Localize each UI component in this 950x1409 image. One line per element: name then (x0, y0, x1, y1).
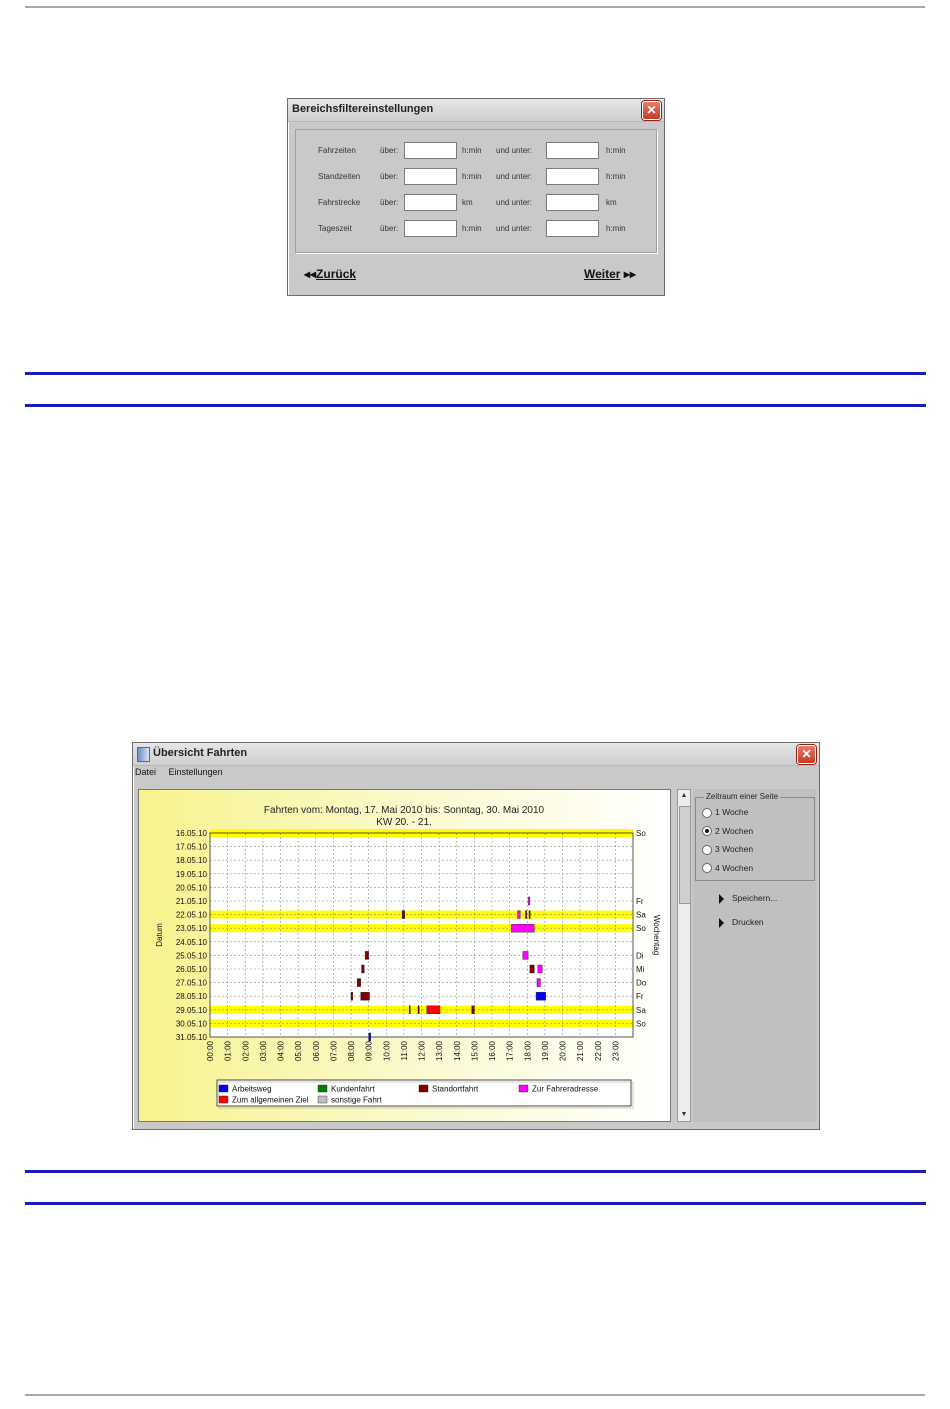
legend-label: Zur Fahreradresse (532, 1084, 599, 1094)
zeitraum-label: Zeitraum einer Seite (706, 792, 779, 801)
unit-label: h:min (606, 146, 626, 155)
trip-bar (351, 992, 353, 1000)
time-tick-label: 01:00 (223, 1041, 233, 1062)
save-button[interactable] (719, 893, 777, 904)
min-value-field[interactable] (404, 194, 457, 211)
weekday-label: Fr (636, 897, 644, 906)
time-tick-label: 20:00 (558, 1041, 568, 1062)
date-tick-label: 19.05.10 (175, 869, 207, 879)
under-label: und unter: (496, 198, 533, 207)
legend-label: Kundenfahrt (331, 1084, 375, 1094)
min-value-field[interactable] (404, 220, 457, 237)
time-tick-label: 03:00 (258, 1041, 268, 1062)
print-label: Drucken (732, 917, 764, 927)
close-icon[interactable]: ✕ (642, 101, 661, 120)
weekday-label: Sa (636, 1005, 646, 1015)
radio-label: 2 Wochen (715, 825, 754, 836)
separator-line (25, 1202, 926, 1205)
trip-bar (523, 951, 528, 959)
time-tick-label: 18:00 (523, 1041, 533, 1062)
date-tick-label: 28.05.10 (175, 992, 207, 1002)
scroll-up-icon[interactable]: ▲ (680, 792, 688, 799)
trip-bar (409, 1006, 410, 1014)
time-tick-label: 00:00 (206, 1041, 215, 1062)
date-tick-label: 22.05.10 (175, 910, 207, 920)
time-tick-label: 23:00 (611, 1041, 621, 1062)
unit-label: h:min (462, 146, 482, 155)
date-tick-label: 17.05.10 (175, 842, 207, 852)
time-tick-label: 08:00 (347, 1041, 356, 1062)
trip-bar (511, 924, 534, 932)
filter-groupbox (295, 129, 657, 253)
zeitraum-group (695, 792, 815, 881)
trip-bar (402, 911, 405, 919)
unit-label: km (462, 198, 473, 207)
row-label: Tageszeit (318, 224, 352, 233)
time-tick-label: 17:00 (505, 1041, 515, 1062)
unit-label: h:min (606, 172, 626, 181)
top-separator (25, 6, 925, 8)
radio-circle-icon (702, 863, 712, 873)
trip-bar (472, 1006, 475, 1014)
legend-label: Arbeitsweg (232, 1084, 272, 1094)
date-tick-label: 21.05.10 (175, 897, 207, 906)
legend-swatch (519, 1085, 528, 1092)
time-tick-label: 07:00 (329, 1041, 339, 1062)
app-icon (137, 747, 150, 762)
weekday-label: Fr (636, 992, 644, 1002)
trip-bar (528, 897, 530, 905)
legend-label: Standortfahrt (432, 1084, 479, 1094)
forward-icon: ▸▸ (623, 267, 636, 281)
weekday-label: So (636, 829, 646, 838)
time-tick-label: 21:00 (576, 1041, 586, 1062)
scroll-down-icon[interactable]: ▼ (680, 1111, 688, 1118)
settings-panel (693, 789, 817, 1122)
radio-circle-icon (702, 826, 712, 836)
menu-datei[interactable]: Datei (135, 767, 157, 777)
window-title: Übersicht Fahrten (153, 747, 248, 759)
under-label: und unter: (496, 172, 533, 181)
legend-swatch (318, 1096, 327, 1103)
radio-option[interactable] (702, 863, 753, 874)
date-tick-label: 18.05.10 (175, 856, 207, 866)
time-tick-label: 16:00 (488, 1041, 497, 1062)
next-button[interactable]: Weiter ▸▸ (584, 267, 636, 281)
unit-label: h:min (462, 172, 482, 181)
date-tick-label: 27.05.10 (175, 978, 207, 988)
radio-circle-icon (702, 808, 712, 818)
radio-circle-icon (702, 845, 712, 855)
radio-option[interactable] (702, 844, 753, 855)
chart-subtitle: KW 20. - 21. (376, 817, 432, 828)
under-label: und unter: (496, 146, 533, 155)
trip-bar (365, 951, 369, 959)
legend-label: Zum allgemeinen Ziel (232, 1095, 309, 1105)
dialog-title: Bereichsfiltereinstellungen (292, 103, 434, 115)
date-tick-label: 31.05.10 (175, 1033, 207, 1042)
max-value-field[interactable] (546, 142, 599, 159)
date-tick-label: 24.05.10 (175, 937, 207, 947)
min-value-field[interactable] (404, 168, 457, 185)
trip-overview-window (132, 742, 820, 1130)
unit-label: km (606, 198, 617, 207)
date-tick-label: 25.05.10 (175, 951, 207, 961)
menu-bar (135, 767, 233, 783)
radio-option[interactable] (702, 826, 753, 837)
dialog-titlebar (288, 99, 664, 122)
bottom-separator (25, 1394, 925, 1396)
window-titlebar (133, 743, 819, 766)
max-value-field[interactable] (546, 220, 599, 237)
time-tick-label: 15:00 (470, 1041, 480, 1062)
unit-label: h:min (462, 224, 482, 233)
date-tick-label: 23.05.10 (175, 924, 207, 934)
save-label: Speichern... (732, 893, 778, 903)
over-label: über: (380, 198, 399, 207)
separator-line (25, 1170, 926, 1173)
chart-title: Fahrten vom: Montag, 17. Mai 2010 bis: Sonntag, 30. Mai 2010 (263, 805, 545, 816)
date-tick-label: 16.05.10 (175, 829, 207, 838)
weekday-axis-label: Wochentag (652, 914, 661, 956)
row-label: Fahrzeiten (318, 146, 356, 155)
time-tick-label: 10:00 (382, 1041, 392, 1062)
trip-bar (357, 979, 361, 987)
time-tick-label: 11:00 (399, 1041, 409, 1061)
time-tick-label: 06:00 (311, 1041, 321, 1062)
trip-bar (418, 1006, 419, 1014)
legend-label: sonstige Fahrt (331, 1095, 382, 1105)
radio-label: 4 Wochen (715, 862, 754, 873)
over-label: über: (380, 224, 399, 233)
time-tick-label: 05:00 (294, 1041, 304, 1062)
time-tick-label: 14:00 (452, 1041, 462, 1062)
range-filter-dialog (287, 98, 665, 296)
trip-bar (362, 965, 365, 973)
date-tick-label: 26.05.10 (175, 965, 207, 974)
trip-bar (427, 1006, 440, 1014)
trip-bar (536, 992, 546, 1000)
time-tick-label: 02:00 (241, 1041, 251, 1062)
weekday-label: So (636, 924, 646, 934)
radio-option[interactable] (702, 807, 748, 818)
separator-line (25, 404, 926, 407)
trip-bar (361, 992, 370, 1000)
menu-einstellungen[interactable]: Einstellungen (168, 767, 223, 777)
time-tick-label: 22:00 (593, 1041, 603, 1062)
max-value-field[interactable] (546, 168, 599, 185)
row-label: Fahrstrecke (318, 198, 361, 207)
close-icon[interactable]: ✕ (797, 745, 816, 764)
max-value-field[interactable] (546, 194, 599, 211)
trip-bar (369, 1033, 371, 1041)
date-tick-label: 29.05.10 (175, 1005, 207, 1015)
over-label: über: (380, 172, 399, 181)
print-button[interactable] (719, 917, 764, 928)
under-label: und unter: (496, 224, 533, 233)
radio-label: 3 Wochen (715, 844, 754, 854)
trip-bar (529, 911, 530, 919)
time-tick-label: 09:00 (364, 1041, 374, 1062)
chart-panel (138, 789, 671, 1122)
vertical-scrollbar[interactable] (677, 789, 691, 1122)
y-axis-label: Datum (155, 923, 164, 947)
weekday-label: Mi (636, 965, 645, 974)
weekday-label: Di (636, 951, 644, 961)
weekday-label: Do (636, 978, 647, 988)
radio-label: 1 Woche (715, 807, 749, 817)
play-icon (719, 894, 724, 904)
date-tick-label: 20.05.10 (175, 883, 207, 893)
play-icon (719, 918, 724, 928)
date-tick-label: 30.05.10 (175, 1019, 207, 1029)
unit-label: h:min (606, 224, 626, 233)
over-label: über: (380, 146, 399, 155)
row-label: Standzeiten (318, 172, 361, 181)
time-tick-label: 13:00 (435, 1041, 445, 1062)
scroll-thumb[interactable] (679, 806, 691, 904)
trip-bar (538, 965, 542, 973)
min-value-field[interactable] (404, 142, 457, 159)
legend-swatch (318, 1085, 327, 1092)
time-tick-label: 19:00 (540, 1041, 550, 1062)
legend-swatch (219, 1096, 228, 1103)
legend-swatch (219, 1085, 228, 1092)
trip-bar (537, 979, 541, 987)
separator-line (25, 372, 926, 375)
weekday-label: Sa (636, 910, 646, 920)
trip-bar (530, 965, 534, 973)
rewind-icon: ◂◂ (304, 267, 317, 281)
time-tick-label: 04:00 (276, 1041, 286, 1062)
trip-bar (525, 911, 526, 919)
time-tick-label: 12:00 (417, 1041, 427, 1062)
back-button[interactable]: ◂◂Zurück (304, 267, 357, 281)
trip-bar (518, 911, 521, 919)
weekday-label: So (636, 1019, 646, 1029)
trip-chart (139, 790, 670, 1121)
legend-swatch (419, 1085, 428, 1092)
